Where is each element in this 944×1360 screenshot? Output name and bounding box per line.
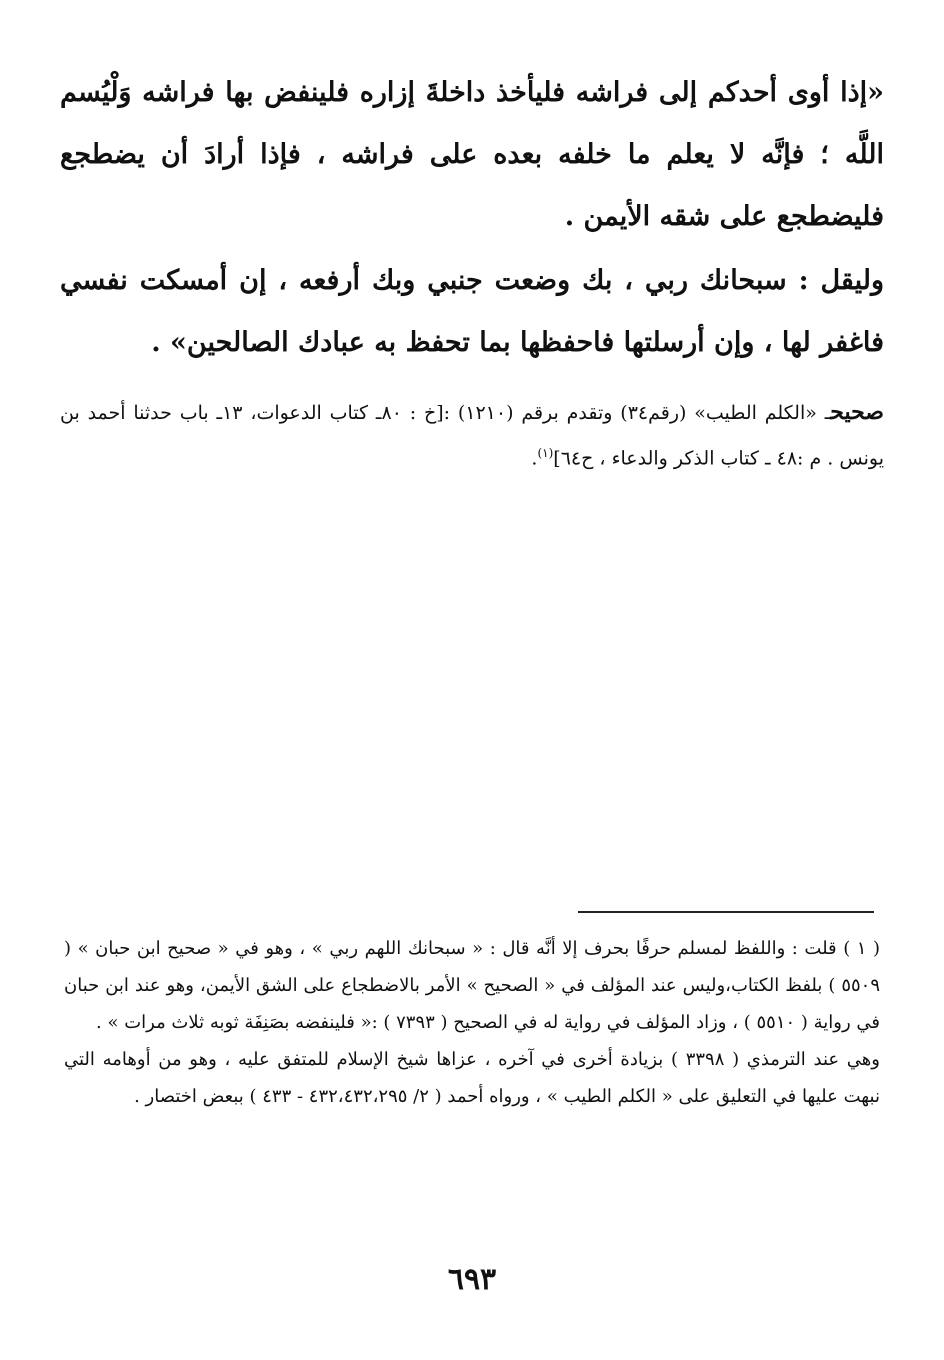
- grade-label: صحيح: [830, 399, 884, 425]
- takhrij-text: ـ «الكلم الطيب» (رقم٣٤) وتقدم برقم (١٢١٠) :[خ : ٨٠ـ كتاب الدعوات، ١٣ـ باب حدثنا أحمد بن يونس . م :٤٨ ـ كتاب الذكر والدعاء ، ح٦٤]: [60, 402, 884, 470]
- page-number: ٦٩٣: [447, 1262, 497, 1297]
- hadith-paragraph-1: «إذا أوى أحدكم إلى فراشه فليأخذ داخلةَ إزاره فلينفض بها فراشه وَلْيُسم اللَّه ؛ فإنَّه لا يعلم ما خلفه بعده على فراشه ، فإذا أرادَ أن يضطجع فليضطجع على شقه الأيمن .: [60, 77, 884, 232]
- main-text: [60, 62, 884, 478]
- takhrij-line: [60, 392, 884, 478]
- hadith-paragraph-2: وليقل : سبحانك ربي ، بك وضعت جنبي وبك أرفعه ، إن أمسكت نفسي فاغفر لها ، وإن أرسلتها فاحفظها بما تحفظ به عبادك الصالحين» .: [60, 265, 884, 358]
- footnote-reference: (١): [537, 446, 554, 460]
- footnote-separator: [578, 911, 874, 913]
- footnotes: [64, 930, 880, 1115]
- footnote-1-part-2: وهي عند الترمذي ( ٣٣٩٨ ) بزيادة أخرى في آخره ، عزاها شيخ الإسلام للمتفق عليه ، وهو من أوهامه التي نبهت عليها في التعليق على « الكلم الطيب » ، ورواه أحمد ( ٢/ ٤٣٢،٤٣٢،٢٩٥ - ٤٣٣ ) ببعض اختصار .: [64, 1049, 880, 1107]
- footnote-1-part-1: ( ١ ) قلت : واللفظ لمسلم حرفًا بحرف إلا أنَّه قال : « سبحانك اللهم ربي » ، وهو في « صحيح ابن حبان » ( ٥٥٠٩ ) بلفظ الكتاب،وليس عند المؤلف في « الصحيح » الأمر بالاضطجاع على الشق الأيمن، وهو عند ابن حبان في رواية ( ٥٥١٠ ) ، وزاد المؤلف في رواية له في الصحيح ( ٧٣٩٣ ) :« فلينفضه بصَنِفَة ثوبه ثلاث مرات » .: [64, 938, 881, 1033]
- takhrij-end: .: [531, 447, 538, 470]
